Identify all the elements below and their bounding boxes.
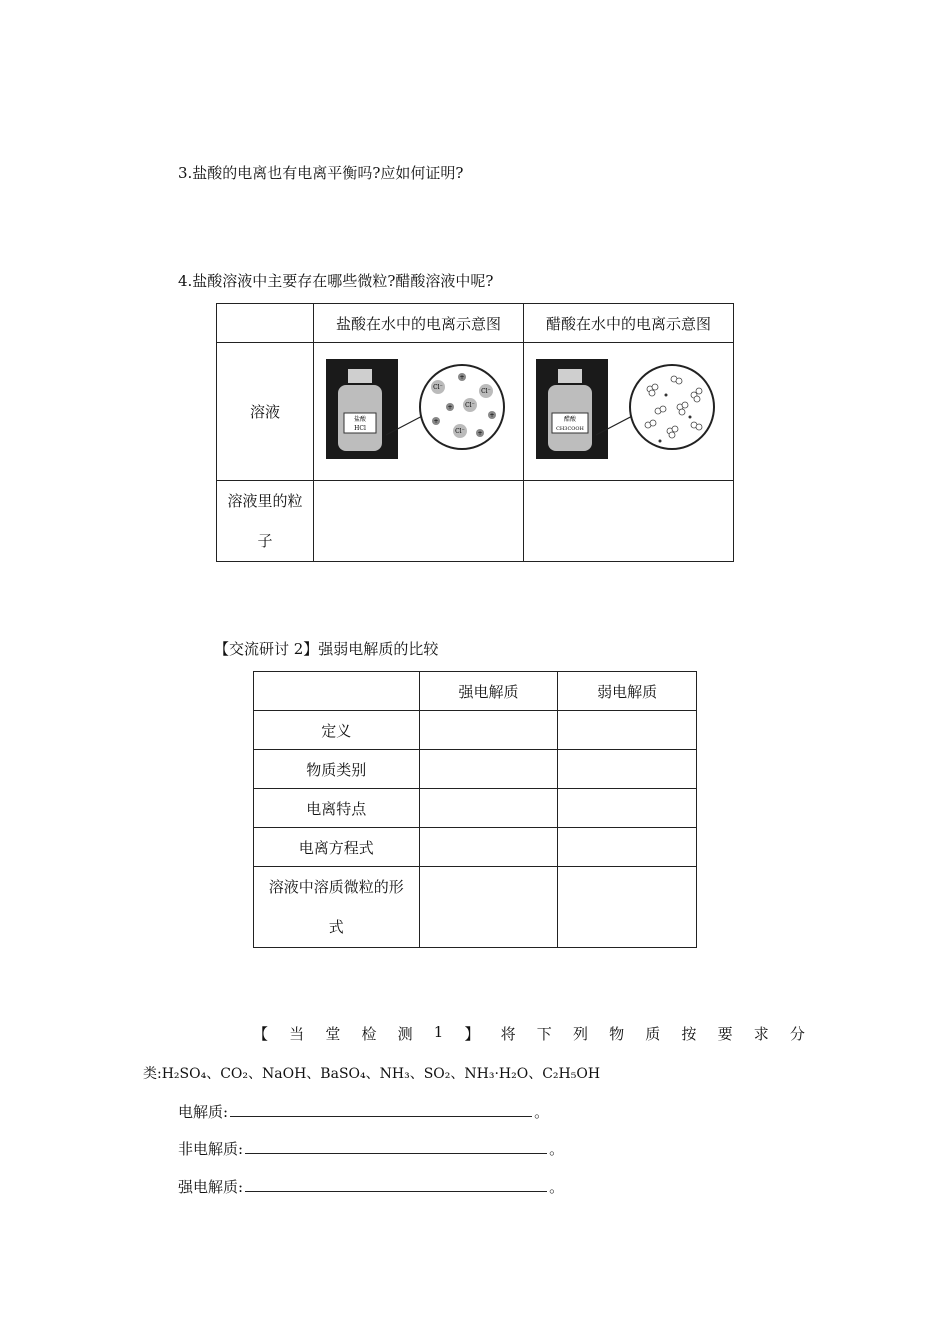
ion-h: + <box>432 417 439 425</box>
header-empty <box>254 672 420 711</box>
ion-h: + <box>476 429 483 437</box>
row-label-particle-form-line2: 式 <box>328 918 344 936</box>
table-cell[interactable] <box>419 828 558 867</box>
test-char: 堂 <box>325 1025 341 1043</box>
test-char: 物 <box>609 1025 625 1043</box>
substance-list <box>143 1063 600 1083</box>
bottle-label-hcl: 盐酸 <box>353 415 366 423</box>
hcl-diagram-cell <box>314 343 524 481</box>
test-char: 测 <box>397 1025 413 1043</box>
substance-list-items: H₂SO₄、CO₂、NaOH、BaSO₄、NH₃、SO₂、NH₃·H₂O、C₂H₅OH <box>161 1066 601 1082</box>
period: 。 <box>534 1103 550 1121</box>
row-label-particles-line1: 溶液里的粒 <box>227 492 303 510</box>
hcl-ionization-diagram <box>324 355 514 465</box>
table-cell[interactable] <box>558 789 697 828</box>
test-char: 分 <box>789 1025 805 1043</box>
ion-cl: Cl⁻ <box>480 387 491 395</box>
ion-h: + <box>458 373 465 381</box>
row-label-definition: 定义 <box>254 711 420 750</box>
period: 。 <box>549 1140 565 1158</box>
table-cell[interactable] <box>419 867 558 948</box>
bottle-label-acetic: 醋酸 <box>563 415 576 423</box>
bottle-formula-hcl: HCl <box>353 424 366 432</box>
table-cell[interactable] <box>419 750 558 789</box>
electrolyte-blank[interactable] <box>230 1102 532 1117</box>
table-cell[interactable] <box>419 711 558 750</box>
ionization-table <box>216 303 734 562</box>
table-cell[interactable] <box>558 867 697 948</box>
electrolyte-label: 电解质: <box>178 1103 229 1121</box>
test-char: 列 <box>572 1025 588 1043</box>
test-char: 将 <box>500 1025 516 1043</box>
header-empty <box>217 304 314 343</box>
strong-electrolyte-label: 强电解质: <box>178 1178 244 1196</box>
row-label-particle-form-line1: 溶液中溶质微粒的形 <box>268 878 404 896</box>
test-char: 要 <box>717 1025 733 1043</box>
row-label-particle-form <box>254 867 420 948</box>
question-4: 4.盐酸溶液中主要存在哪些微粒?醋酸溶液中呢? <box>178 272 494 290</box>
row-label-ionization-feature: 电离特点 <box>254 789 420 828</box>
test-char: 下 <box>536 1025 552 1043</box>
acetic-diagram-cell <box>524 343 734 481</box>
discussion-title: 【交流研讨 2】强弱电解质的比较 <box>214 640 439 658</box>
row-label-particles <box>217 481 314 562</box>
test-char: 【 <box>253 1025 269 1043</box>
electrolyte-comparison-table <box>253 671 697 948</box>
row-label-particles-line2: 子 <box>257 532 273 550</box>
bottle-formula-acetic: CH3COOH <box>555 425 584 432</box>
table-cell[interactable] <box>558 750 697 789</box>
table-cell[interactable] <box>558 711 697 750</box>
electrolyte-row <box>178 1101 549 1122</box>
row-label-category: 物质类别 <box>254 750 420 789</box>
test-char: 1 <box>433 1023 444 1041</box>
header-strong: 强电解质 <box>419 672 558 711</box>
test-char: 按 <box>681 1025 697 1043</box>
acetic-ionization-diagram <box>534 355 724 465</box>
row-label-solution: 溶液 <box>217 343 314 481</box>
period: 。 <box>549 1178 565 1196</box>
test-heading <box>253 1023 805 1044</box>
header-acetic: 醋酸在水中的电离示意图 <box>524 304 734 343</box>
row-label-equation: 电离方程式 <box>254 828 420 867</box>
ion-cl: Cl⁻ <box>454 427 465 435</box>
header-hcl: 盐酸在水中的电离示意图 <box>314 304 524 343</box>
strong-electrolyte-blank[interactable] <box>245 1177 547 1192</box>
test-char: 求 <box>753 1025 769 1043</box>
test-char: 检 <box>361 1025 377 1043</box>
test-char: 当 <box>289 1025 305 1043</box>
acetic-particles-cell[interactable] <box>524 481 734 562</box>
ion-h: + <box>488 411 495 419</box>
strong-electrolyte-row <box>178 1176 564 1197</box>
non-electrolyte-row <box>178 1138 564 1159</box>
question-3: 3.盐酸的电离也有电离平衡吗?应如何证明? <box>178 164 464 182</box>
hcl-particles-cell[interactable] <box>314 481 524 562</box>
test-char: 质 <box>645 1025 661 1043</box>
ion-cl: Cl⁻ <box>464 401 475 409</box>
non-electrolyte-blank[interactable] <box>245 1139 547 1154</box>
non-electrolyte-label: 非电解质: <box>178 1140 244 1158</box>
ion-h: + <box>446 403 453 411</box>
ion-cl: Cl⁻ <box>432 383 443 391</box>
header-weak: 弱电解质 <box>558 672 697 711</box>
table-cell[interactable] <box>419 789 558 828</box>
test-char: 】 <box>464 1025 480 1043</box>
table-cell[interactable] <box>558 828 697 867</box>
substance-list-prefix: 类: <box>143 1066 162 1082</box>
